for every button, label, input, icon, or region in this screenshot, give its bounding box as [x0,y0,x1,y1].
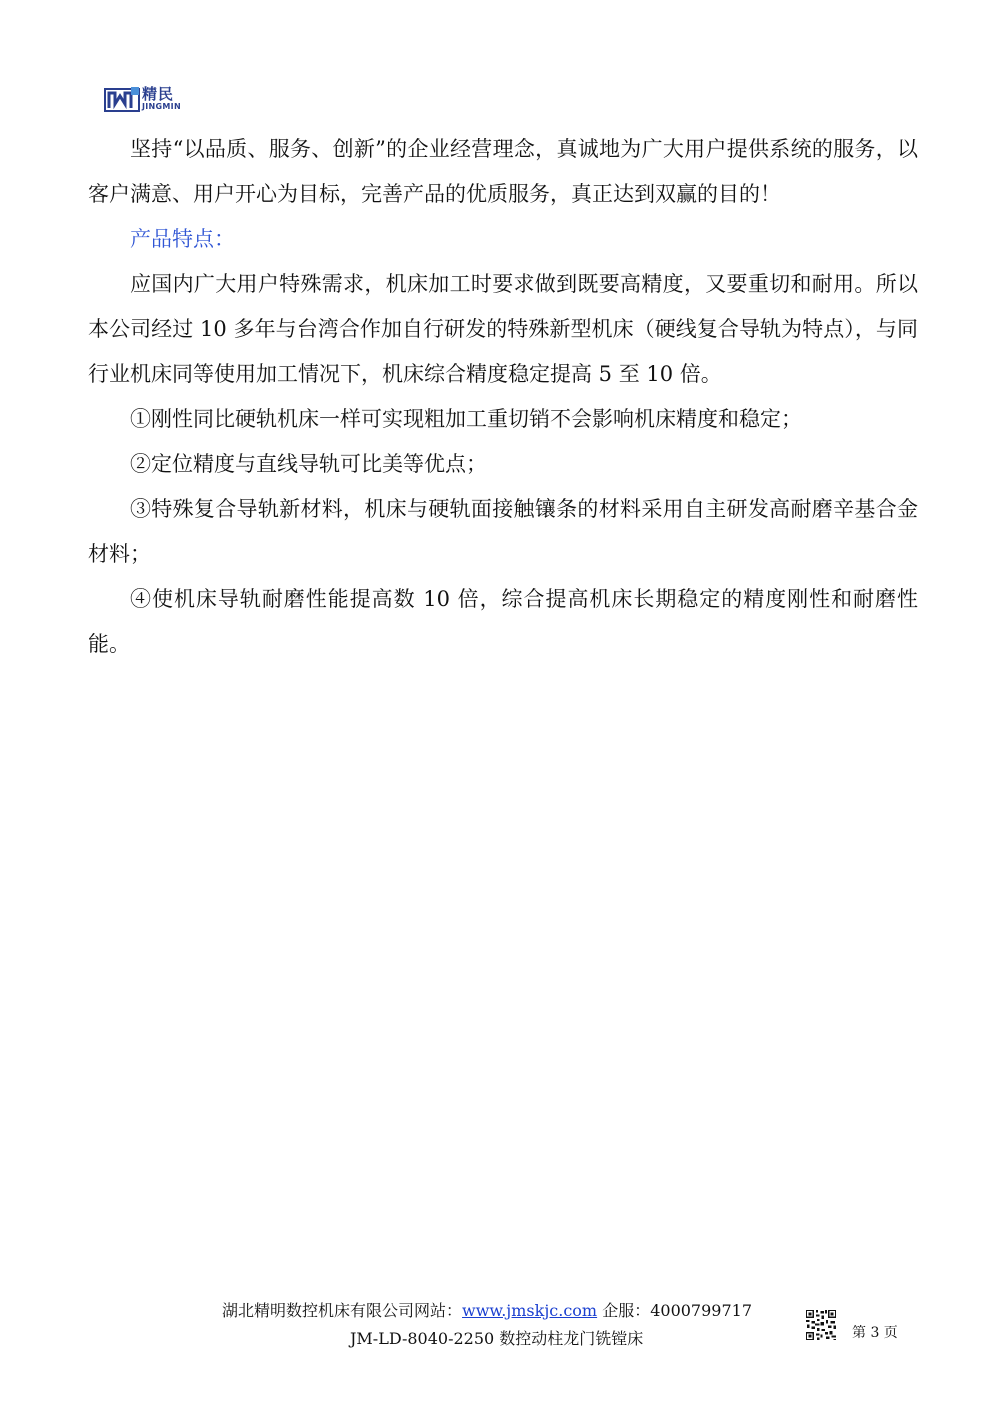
footer-model: JM-LD-8040-2250 数控动柱龙门铣镗床 [350,1329,644,1348]
description-paragraph: 应国内广大用户特殊需求，机床加工时要求做到既要高精度，又要重切和耐用。所以本公司经过 10 多年与台湾合作加自行研发的特殊新型机床（硬线复合导轨为特点），与同行业机床同等使用加工情况下，机床综合精度稳定提高 5 至 10 倍。 [88,272,918,386]
feature-point-2: ②定位精度与直线导轨可比美等优点； [130,452,487,476]
logo-mark-icon [104,86,140,114]
logo-english-text: JINGMIN [142,102,181,111]
feature-point-1: ①刚性同比硬轨机床一样可实现粗加工重切销不会影响机床精度和稳定； [130,407,802,431]
intro-paragraph: 坚持“以品质、服务、创新”的企业经营理念，真诚地为广大用户提供系统的服务，以客户满意、用户开心为目标，完善产品的优质服务，真正达到双赢的目的！ [88,137,918,206]
logo-chinese-text: 精民 [142,85,175,103]
website-link[interactable]: www.jmskjc.com [462,1301,598,1320]
company-logo [104,86,214,116]
page-number: 第 3 页 [852,1325,898,1341]
document-body [88,127,918,667]
feature-point-4: ④使机床导轨耐磨性能提高数 10 倍，综合提高机床长期稳定的精度刚性和耐磨性能。 [88,587,918,656]
service-phone: 4000799717 [650,1301,752,1320]
qr-code-icon [805,1309,837,1341]
footer-contact [222,1300,752,1322]
footer-company-label: 湖北精明数控机床有限公司网站： [222,1301,463,1320]
feature-point-3: ③特殊复合导轨新材料，机床与硬轨面接触镶条的材料采用自主研发高耐磨辛基合金材料； [88,497,918,566]
features-heading: 产品特点： [130,227,235,251]
service-label: 企服： [597,1301,651,1320]
